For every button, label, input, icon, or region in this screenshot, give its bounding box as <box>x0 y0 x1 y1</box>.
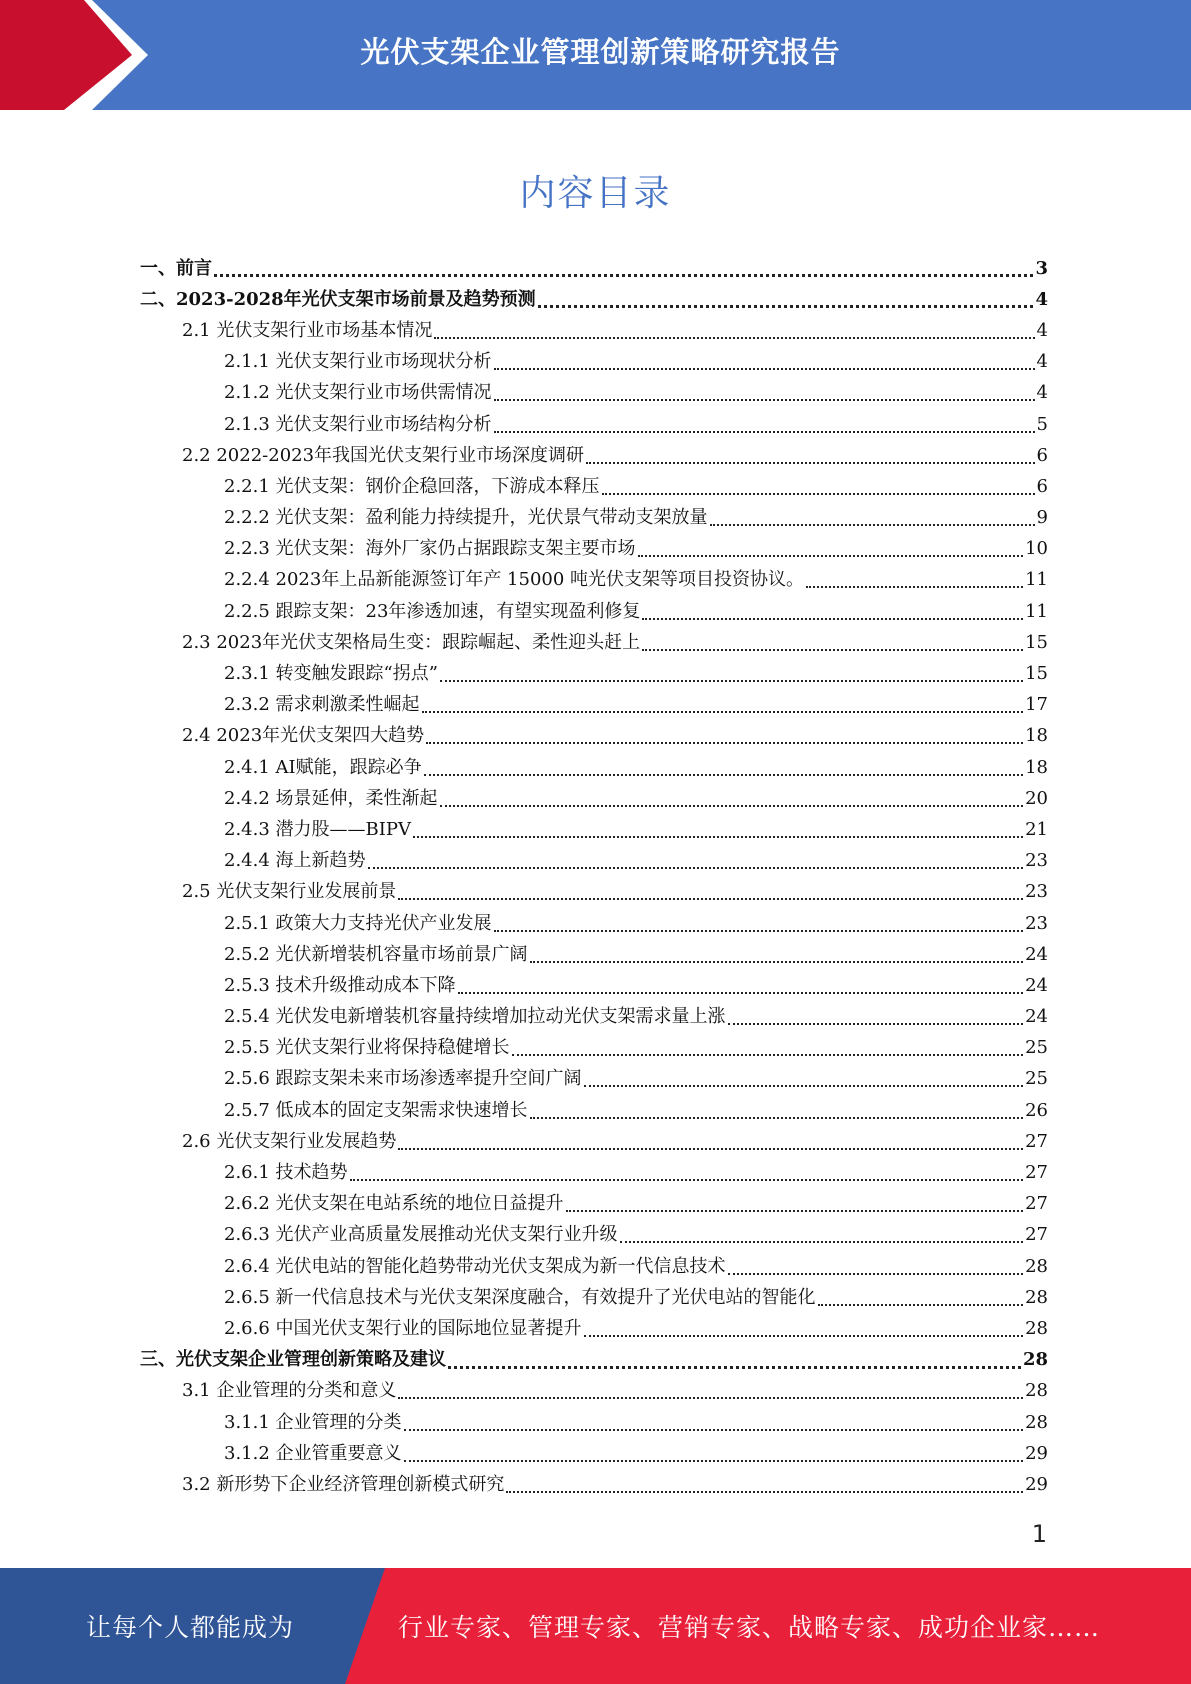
toc-dot-leader <box>404 1429 1024 1431</box>
toc-entry-page: 24 <box>1025 1006 1048 1028</box>
toc-entry[interactable] <box>140 1157 1048 1188</box>
toc-entry-page: 27 <box>1025 1224 1048 1246</box>
toc-entry[interactable] <box>140 315 1048 346</box>
toc-entry[interactable] <box>140 534 1048 565</box>
toc-entry[interactable] <box>140 1376 1048 1407</box>
toc-entry[interactable] <box>140 1469 1048 1500</box>
toc-entry-title: 2.2.1 光伏支架：钢价企稳回落，下游成本释压 <box>224 475 600 497</box>
toc-entry-title: 2.2.5 跟踪支架：23年渗透加速，有望实现盈利修复 <box>224 600 641 622</box>
toc-entry-title: 2.3.1 转变触发跟踪“拐点” <box>224 663 438 685</box>
toc-entry-page: 4 <box>1036 382 1048 404</box>
toc-entry-title: 2.5.1 政策大力支持光伏产业发展 <box>224 912 492 934</box>
toc-entry[interactable] <box>140 1251 1048 1282</box>
toc-entry-title: 2.4.2 场景延伸，柔性渐起 <box>224 787 438 809</box>
toc-entry-page: 28 <box>1025 1411 1048 1433</box>
toc-dot-leader <box>538 305 1034 308</box>
toc-entry-page: 23 <box>1025 912 1048 934</box>
toc-dot-leader <box>448 1366 1021 1369</box>
toc-entry-page: 29 <box>1025 1442 1048 1464</box>
toc-entry[interactable] <box>140 596 1048 627</box>
toc-entry[interactable] <box>140 409 1048 440</box>
toc-entry[interactable] <box>140 627 1048 658</box>
report-header <box>0 0 1191 110</box>
toc-entry-page: 25 <box>1025 1068 1048 1090</box>
toc-dot-leader <box>398 1397 1023 1399</box>
toc-dot-leader <box>806 586 1023 588</box>
toc-entry-title: 2.1.3 光伏支架行业市场结构分析 <box>224 413 492 435</box>
toc-entry-title: 2.3.2 需求刺激柔性崛起 <box>224 694 420 716</box>
toc-dot-leader <box>642 618 1023 620</box>
toc-entry-title: 2.6 光伏支架行业发展趋势 <box>182 1130 397 1152</box>
toc-entry[interactable] <box>140 1282 1048 1313</box>
toc-entry-title: 2.4.4 海上新趋势 <box>224 850 366 872</box>
toc-entry[interactable] <box>140 503 1048 534</box>
toc-entry-page: 24 <box>1025 974 1048 996</box>
toc-entry[interactable] <box>140 783 1048 814</box>
toc-entry-page: 28 <box>1025 1286 1048 1308</box>
toc-entry-page: 21 <box>1025 818 1048 840</box>
toc-entry-title: 2.1 光伏支架行业市场基本情况 <box>182 319 433 341</box>
toc-entry-page: 25 <box>1025 1037 1048 1059</box>
toc-dot-leader <box>566 1210 1024 1212</box>
toc-entry-title: 2.5.6 跟踪支架未来市场渗透率提升空间广阔 <box>224 1068 582 1090</box>
toc-entry-title: 一、前言 <box>140 257 212 279</box>
toc-entry-title: 2.3 2023年光伏支架格局生变：跟踪崛起、柔性迎头赶上 <box>182 631 641 653</box>
toc-entry-title: 2.5.5 光伏支架行业将保持稳健增长 <box>224 1037 510 1059</box>
toc-entry[interactable] <box>140 1220 1048 1251</box>
toc-entry-page: 3 <box>1035 257 1048 279</box>
toc-dot-leader <box>494 930 1024 932</box>
toc-dot-leader <box>728 1273 1024 1275</box>
toc-entry-page: 10 <box>1025 538 1048 560</box>
toc-dot-leader <box>424 774 1023 776</box>
toc-entry-page: 26 <box>1025 1099 1048 1121</box>
toc-entry[interactable] <box>140 1345 1048 1376</box>
toc-entry-page: 9 <box>1036 507 1048 529</box>
toc-entry[interactable] <box>140 1126 1048 1157</box>
report-title: 光伏支架企业管理创新策略研究报告 <box>360 34 841 69</box>
toc-dot-leader <box>368 867 1024 869</box>
toc-dot-leader <box>728 1023 1024 1025</box>
toc-entry-title: 2.5 光伏支架行业发展前景 <box>182 881 397 903</box>
page-number: 1 <box>1031 1520 1047 1548</box>
toc-entry[interactable] <box>140 1095 1048 1126</box>
toc-entry-title: 2.6.5 新一代信息技术与光伏支架深度融合，有效提升了光伏电站的智能化 <box>224 1286 816 1308</box>
toc-dot-leader <box>426 742 1023 744</box>
toc-entry-page: 11 <box>1025 569 1048 591</box>
toc-entry[interactable] <box>140 1033 1048 1064</box>
toc-entry[interactable] <box>140 877 1048 908</box>
report-footer <box>0 1568 1191 1684</box>
toc-entry-page: 15 <box>1025 631 1048 653</box>
footer-slogan-left: 让每个人都能成为 <box>85 1613 294 1642</box>
toc-dot-leader <box>494 431 1035 433</box>
toc-entry-title: 2.1.2 光伏支架行业市场供需情况 <box>224 382 492 404</box>
toc-dot-leader <box>398 898 1023 900</box>
toc-dot-leader <box>818 1304 1024 1306</box>
toc-entry[interactable] <box>140 939 1048 970</box>
toc-dot-leader <box>584 1085 1024 1087</box>
toc-entry-page: 6 <box>1036 444 1048 466</box>
toc-entry-title: 2.6.1 技术趋势 <box>224 1162 348 1184</box>
toc-entry-page: 27 <box>1025 1162 1048 1184</box>
toc-entry-title: 2.4.1 AI赋能，跟踪必争 <box>224 756 422 778</box>
toc-entry-title: 2.5.2 光伏新增装机容量市场前景广阔 <box>224 943 528 965</box>
toc-entry-page: 23 <box>1025 881 1048 903</box>
toc-entry-page: 18 <box>1025 725 1048 747</box>
toc-entry[interactable] <box>140 658 1048 689</box>
toc-entry-page: 28 <box>1022 1349 1048 1371</box>
toc-entry-page: 23 <box>1025 850 1048 872</box>
toc-dot-leader <box>413 836 1023 838</box>
toc-dot-leader <box>530 961 1024 963</box>
toc-entry-page: 4 <box>1036 351 1048 373</box>
toc-entry[interactable] <box>140 1407 1048 1438</box>
toc-entry-title: 2.5.7 低成本的固定支架需求快速增长 <box>224 1099 528 1121</box>
toc-dot-leader <box>350 1179 1024 1181</box>
toc-dot-leader <box>620 1241 1024 1243</box>
toc-dot-leader <box>584 1335 1024 1337</box>
toc-entry-page: 5 <box>1036 413 1048 435</box>
toc-entry[interactable] <box>140 721 1048 752</box>
toc-entry[interactable] <box>140 908 1048 939</box>
toc-dot-leader <box>638 555 1024 557</box>
toc-entry-title: 三、光伏支架企业管理创新策略及建议 <box>140 1349 446 1371</box>
toc-entry-page: 27 <box>1025 1130 1048 1152</box>
toc-entry[interactable] <box>140 253 1048 284</box>
toc-dot-leader <box>506 1491 1023 1493</box>
toc-entry-page: 17 <box>1025 694 1048 716</box>
toc-entry-title: 2.5.4 光伏发电新增装机容量持续增加拉动光伏支架需求量上涨 <box>224 1006 726 1028</box>
toc-dot-leader <box>530 1117 1024 1119</box>
toc-entry[interactable] <box>140 284 1048 315</box>
toc-entry-title: 2.6.4 光伏电站的智能化趋势带动光伏支架成为新一代信息技术 <box>224 1255 726 1277</box>
toc-dot-leader <box>434 337 1034 339</box>
toc-entry-title: 2.2.4 2023年上品新能源签订年产 15000 吨光伏支架等项目投资协议。 <box>224 569 805 591</box>
toc-entry-title: 3.1.1 企业管理的分类 <box>224 1411 402 1433</box>
toc-entry-page: 4 <box>1035 288 1048 310</box>
toc-entry-page: 20 <box>1025 787 1048 809</box>
toc-entry-title: 二、2023-2028年光伏支架市场前景及趋势预测 <box>140 288 536 310</box>
footer-slogan-right: 行业专家、管理专家、营销专家、战略专家、成功企业家…… <box>398 1613 1101 1642</box>
toc-entry-title: 2.5.3 技术升级推动成本下降 <box>224 974 456 996</box>
toc-entry-page: 28 <box>1025 1317 1048 1339</box>
toc-entry-page: 27 <box>1025 1193 1048 1215</box>
toc-dot-leader <box>404 1460 1024 1462</box>
toc-entry[interactable] <box>140 1438 1048 1469</box>
toc-entry-title: 2.2.2 光伏支架：盈利能力持续提升，光伏景气带动支架放量 <box>224 507 708 529</box>
toc-entry-title: 3.1.2 企业管重要意义 <box>224 1442 402 1464</box>
toc-dot-leader <box>710 524 1035 526</box>
toc-entry-title: 2.6.2 光伏支架在电站系统的地位日益提升 <box>224 1193 564 1215</box>
toc-entry[interactable] <box>140 1189 1048 1220</box>
toc-entry[interactable] <box>140 440 1048 471</box>
toc-dot-leader <box>642 649 1023 651</box>
toc-entry[interactable] <box>140 347 1048 378</box>
toc-entry[interactable] <box>140 1064 1048 1095</box>
toc-dot-leader <box>440 680 1023 682</box>
toc-dot-leader <box>602 493 1035 495</box>
toc-entry[interactable] <box>140 565 1048 596</box>
toc-entry-title: 2.4.3 潜力股——BIPV <box>224 818 411 840</box>
toc-entry-title: 3.1 企业管理的分类和意义 <box>182 1380 397 1402</box>
toc-dot-leader <box>494 399 1035 401</box>
toc-entry-title: 3.2 新形势下企业经济管理创新模式研究 <box>182 1473 505 1495</box>
toc-entry-page: 29 <box>1025 1473 1048 1495</box>
toc-entry-page: 18 <box>1025 756 1048 778</box>
toc-dot-leader <box>494 368 1035 370</box>
toc-entry-page: 24 <box>1025 943 1048 965</box>
toc-dot-leader <box>398 1148 1023 1150</box>
toc-entry-title: 2.2.3 光伏支架：海外厂家仍占据跟踪支架主要市场 <box>224 538 636 560</box>
toc-dot-leader <box>586 462 1035 464</box>
toc-heading: 内容目录 <box>519 173 672 214</box>
toc-dot-leader <box>458 992 1024 994</box>
toc-entry[interactable] <box>140 970 1048 1001</box>
toc-entry-title: 2.4 2023年光伏支架四大趋势 <box>182 725 425 747</box>
toc-entry-title: 2.2 2022-2023年我国光伏支架行业市场深度调研 <box>182 444 585 466</box>
toc-entry-title: 2.1.1 光伏支架行业市场现状分析 <box>224 351 492 373</box>
toc-entry-page: 6 <box>1036 475 1048 497</box>
toc-entry[interactable] <box>140 1313 1048 1344</box>
toc-entry[interactable] <box>140 814 1048 845</box>
toc-entry-title: 2.6.3 光伏产业高质量发展推动光伏支架行业升级 <box>224 1224 618 1246</box>
toc-entry-page: 15 <box>1025 663 1048 685</box>
toc-entry[interactable] <box>140 378 1048 409</box>
toc-dot-leader <box>422 711 1024 713</box>
toc-entry[interactable] <box>140 846 1048 877</box>
toc-entry[interactable] <box>140 471 1048 502</box>
toc-entry[interactable] <box>140 1002 1048 1033</box>
toc-dot-leader <box>512 1054 1024 1056</box>
table-of-contents <box>140 253 1048 1501</box>
toc-entry-page: 28 <box>1025 1255 1048 1277</box>
toc-dot-leader <box>214 274 1033 277</box>
toc-entry[interactable] <box>140 752 1048 783</box>
toc-entry-page: 11 <box>1025 600 1048 622</box>
toc-dot-leader <box>440 805 1024 807</box>
toc-entry-page: 4 <box>1036 319 1048 341</box>
toc-entry-page: 28 <box>1025 1380 1048 1402</box>
toc-entry-title: 2.6.6 中国光伏支架行业的国际地位显著提升 <box>224 1317 582 1339</box>
toc-entry[interactable] <box>140 690 1048 721</box>
